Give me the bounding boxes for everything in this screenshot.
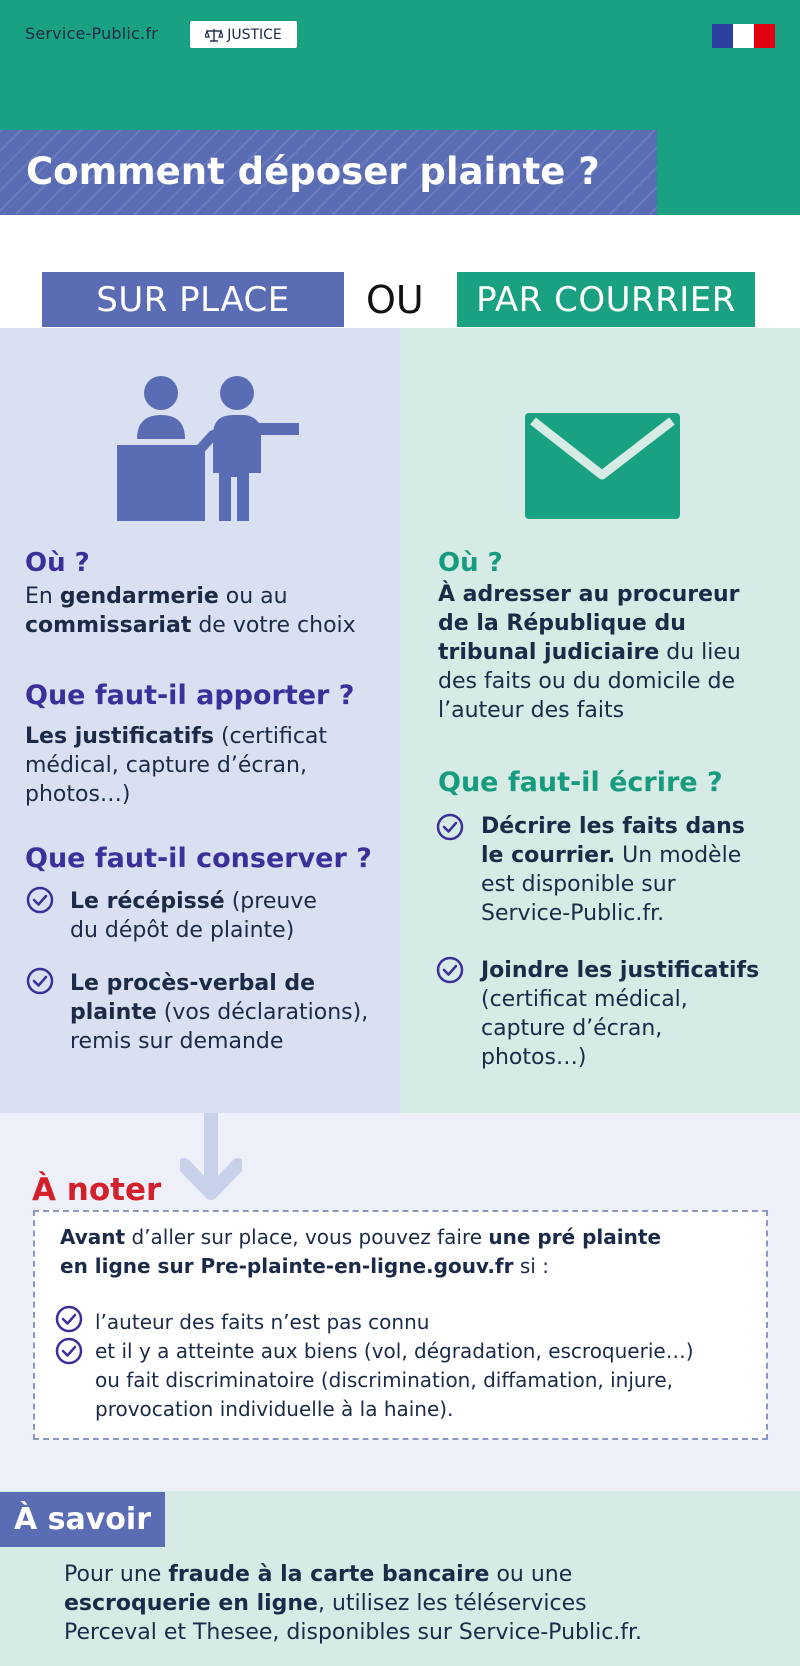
tag-par-courrier: PAR COURRIER xyxy=(457,272,755,327)
justice-logo xyxy=(190,21,297,48)
savoir-text: Pour une fraude à la carte bancaire ou une escroquerie en ligne, utilisez les téléservices Perceval et Thesee, disponibles sur Service-Public.fr. xyxy=(64,1562,643,1645)
left-bring-title: Que faut-il apporter ? xyxy=(25,680,355,711)
check-circle-icon xyxy=(55,1305,83,1333)
justice-label: JUSTICE xyxy=(227,26,282,43)
check-circle-icon xyxy=(436,813,464,841)
marianne-flag-icon xyxy=(712,24,775,48)
savoir-title: À savoir xyxy=(0,1492,165,1547)
note-item-unknown-author: l’auteur des faits n’est pas connu xyxy=(95,1310,430,1334)
check-circle-icon xyxy=(436,956,464,984)
left-bring-text: Les justificatifs (certificat médical, capture d’écran, photos…) xyxy=(25,724,328,807)
tag-sur-place: SUR PLACE xyxy=(42,272,344,327)
check-circle-icon xyxy=(55,1337,83,1365)
or-label: OU xyxy=(366,278,424,322)
service-public-logo[interactable]: Service-Public.fr xyxy=(25,24,158,43)
right-where-title: Où ? xyxy=(438,548,503,578)
envelope-icon xyxy=(525,413,680,519)
note-title: À noter xyxy=(32,1172,162,1208)
check-circle-icon xyxy=(26,967,54,995)
keep-item-pv: Le procès-verbal de plainte (vos déclarations), remis sur demande xyxy=(70,971,369,1054)
check-circle-icon xyxy=(26,886,54,914)
down-arrow-icon xyxy=(180,1113,242,1203)
scales-icon xyxy=(205,27,223,43)
left-keep-title: Que faut-il conserver ? xyxy=(25,843,372,874)
note-intro: Avant d’aller sur place, vous pouvez faire une pré plainte en ligne sur Pre-plainte-en-ligne.gouv.fr si : xyxy=(60,1225,662,1278)
left-where-title: Où ? xyxy=(25,548,90,578)
keep-item-receipt: Le récépissé (preuve du dépôt de plainte) xyxy=(70,889,317,943)
note-item-property-damage: et il y a atteinte aux biens (vol, dégradation, escroquerie…) ou fait discriminatoire (discrimination, diffamation, injure, provocation individuelle à la haine). xyxy=(95,1339,694,1421)
reception-desk-icon xyxy=(115,373,300,523)
write-item-describe: Décrire les faits dans le courrier. Un modèle est disponible sur Service-Public.fr. xyxy=(481,814,745,926)
write-item-attach: Joindre les justificatifs (certificat médical, capture d’écran, photos…) xyxy=(481,958,760,1070)
right-write-title: Que faut-il écrire ? xyxy=(438,767,723,798)
left-where-text: En gendarmerie ou au commissariat de votre choix xyxy=(25,584,356,638)
page-title: Comment déposer plainte ? xyxy=(26,150,600,193)
right-where-text: À adresser au procureur de la République du tribunal judiciaire du lieu des faits ou du domicile de l’auteur des faits xyxy=(438,582,741,723)
